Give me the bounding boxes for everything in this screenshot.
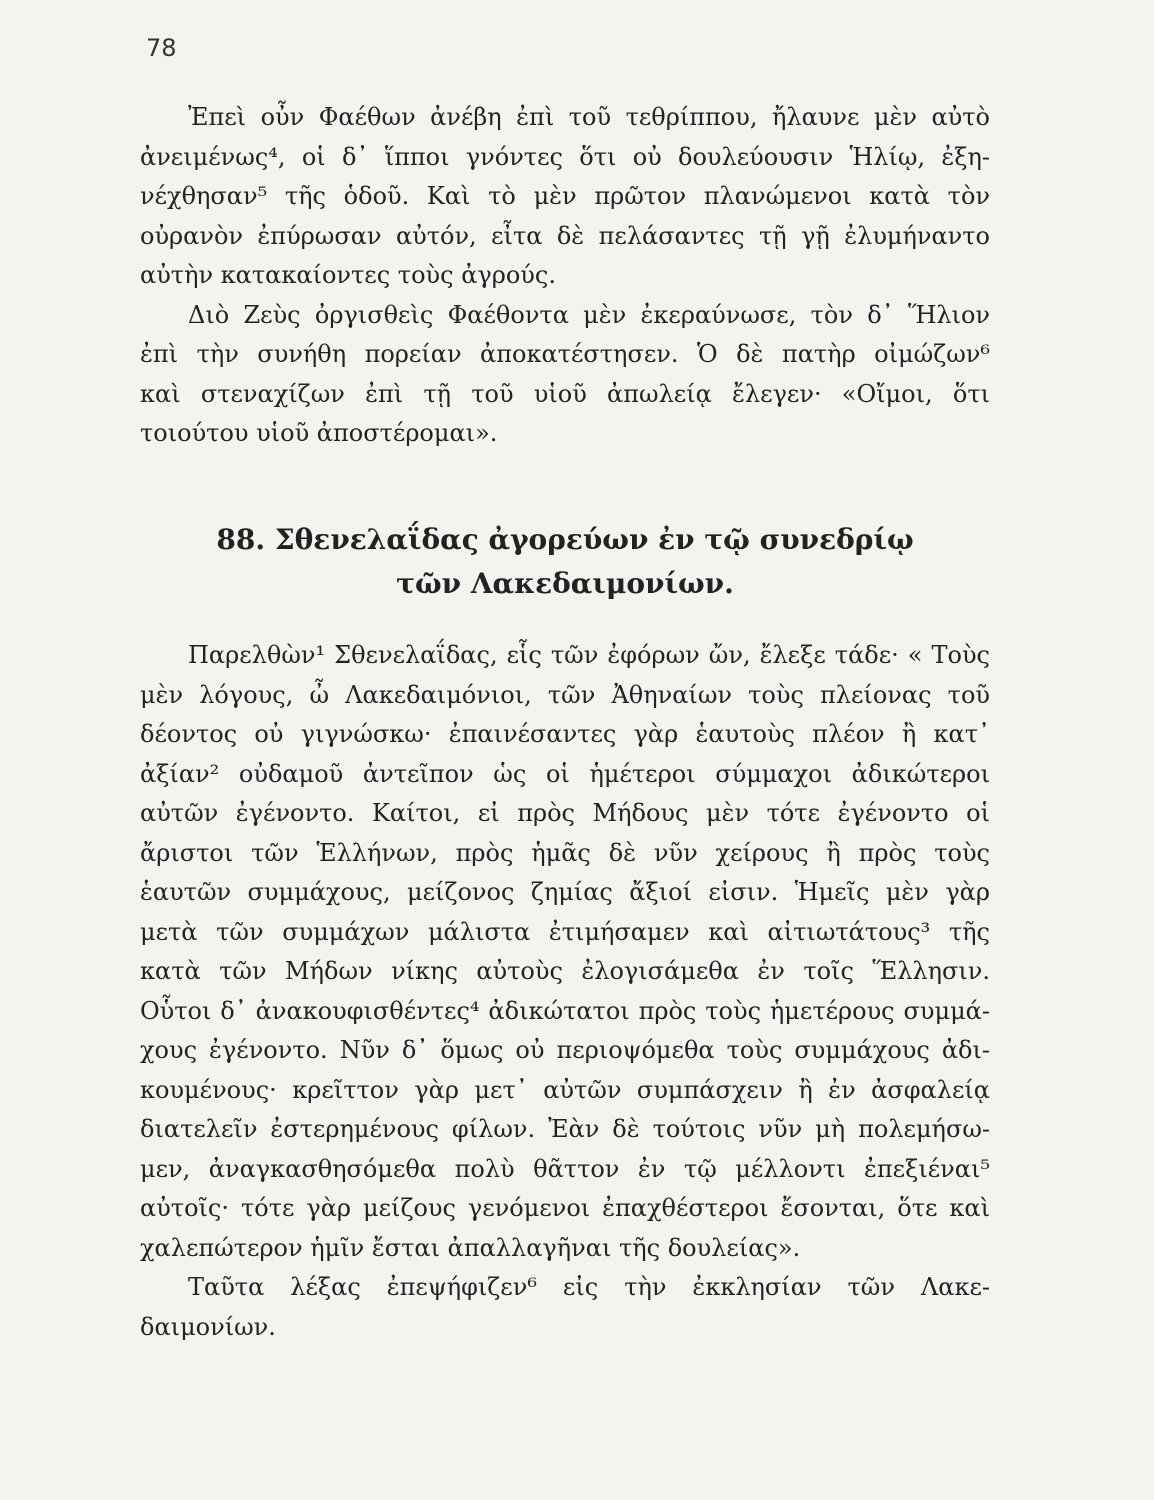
text-line: αὐτῶν ἐγένοντο. Καίτοι, εἰ πρὸς Μήδους μὲν τότε ἐγένοντο οἱ	[140, 799, 990, 827]
text-line: Ταῦτα λέξας ἐπεψήφιζεν⁶ εἰς τὴν ἐκκλησίαν τῶν Λακε-	[188, 1273, 990, 1301]
heading-line: τῶν Λακεδαιμονίων.	[396, 567, 734, 600]
text-line: Οὗτοι δ᾽ ἀνακουφισθέντες⁴ ἀδικώτατοι πρὸς τοὺς ἡμετέρους συμμά-	[140, 996, 990, 1025]
text-line: μετὰ τῶν συμμάχων μάλιστα ἐτιμήσαμεν καὶ αἰτιωτάτους³ τῆς	[140, 917, 990, 946]
text-line: οὐρανὸν ἐπύρωσαν αὐτόν, εἶτα δὲ πελάσαντες τῇ γῇ ἐλυμήναντο	[140, 221, 990, 250]
text-line: κουμένους· κρεῖττον γὰρ μετ᾽ αὐτῶν συμπάσχειν ἢ ἐν ἀσφαλείᾳ	[140, 1075, 990, 1104]
section-heading	[140, 518, 990, 606]
text-line: ἀνειμένως⁴, οἱ δ᾽ ἵπποι γνόντες ὅτι οὐ δουλεύουσιν Ἡλίῳ, ἐξη-	[140, 142, 990, 171]
text-line: μὲν λόγους, ὦ Λακεδαιμόνιοι, τῶν Ἀθηναίων τοὺς πλείονας τοῦ	[140, 680, 990, 709]
text-line: μεν, ἀναγκασθησόμεθα πολὺ θᾶττον ἐν τῷ μέλλοντι ἐπεξιέναι⁵	[140, 1154, 990, 1183]
text-line: κατὰ τῶν Μήδων νίκης αὐτοὺς ἐλογισάμεθα ἐν τοῖς Ἕλλησιν.	[140, 957, 990, 985]
text-line: ἄριστοι τῶν Ἑλλήνων, πρὸς ἡμᾶς δὲ νῦν χείρους ἢ πρὸς τοὺς	[140, 838, 990, 867]
paragraph	[140, 98, 990, 296]
text-line: Ἐπεὶ οὖν Φαέθων ἀνέβη ἐπὶ τοῦ τεθρίππου, ἤλαυνε μὲν αὐτὸ	[188, 103, 990, 131]
text-line: χαλεπώτερον ἡμῖν ἔσται ἀπαλλαγῆναι τῆς δουλείας».	[140, 1233, 801, 1262]
text-line: νέχθησαν⁵ τῆς ὁδοῦ. Καὶ τὸ μὲν πρῶτον πλανώμενοι κατὰ τὸν	[140, 182, 990, 210]
text-line: δέοντος οὐ γιγνώσκω· ἐπαινέσαντες γὰρ ἑαυτοὺς πλέον ἢ κατ᾽	[140, 720, 990, 748]
text-line: καὶ στεναχίζων ἐπὶ τῇ τοῦ υἱοῦ ἀπωλείᾳ ἔλεγεν· «Οἴμοι, ὅτι	[140, 379, 990, 408]
text-line: ἀξίαν² οὐδαμοῦ ἀντεῖπον ὡς οἱ ἡμέτεροι σύμμαχοι ἀδικώτεροι	[140, 759, 990, 788]
text-block-top	[140, 98, 990, 454]
text-block-bottom	[140, 636, 990, 1347]
text-line: αὐτοῖς· τότε γὰρ μείζους γενόμενοι ἐπαχθέστεροι ἔσονται, ὅτε καὶ	[140, 1194, 990, 1222]
heading-line: 88. Σθενελαΐδας ἀγορεύων ἐν τῷ συνεδρίῳ	[216, 523, 914, 556]
text-line: Διὸ Ζεὺς ὀργισθεὶς Φαέθοντα μὲν ἐκεραύνωσε, τὸν δ᾽ Ἥλιον	[188, 300, 990, 329]
text-line: διατελεῖν ἐστερημένους φίλων. Ἐὰν δὲ τούτοις νῦν μὴ πολεμήσω-	[140, 1115, 990, 1143]
text-line: ἑαυτῶν συμμάχους, μείζονος ζημίας ἄξιοί εἰσιν. Ἡμεῖς μὲν γὰρ	[140, 878, 990, 906]
text-line: Παρελθὼν¹ Σθενελαΐδας, εἷς τῶν ἐφόρων ὤν, ἔλεξε τάδε· « Τοὺς	[188, 641, 990, 669]
text-line: ἐπὶ τὴν συνήθη πορείαν ἀποκατέστησεν. Ὁ δὲ πατὴρ οἰμώζων⁶	[140, 340, 990, 368]
text-line: αὐτὴν κατακαίοντες τοὺς ἀγρούς.	[140, 261, 556, 289]
paragraph	[140, 296, 990, 454]
paragraph	[140, 636, 990, 1268]
text-line: χους ἐγένοντο. Νῦν δ᾽ ὅμως οὐ περιοψόμεθα τοὺς συμμάχους ἀδι-	[140, 1036, 990, 1064]
text-line: τοιούτου υἱοῦ ἀποστέρομαι».	[140, 419, 498, 447]
page-number: 78	[146, 34, 177, 62]
paragraph	[140, 1268, 990, 1347]
text-line: δαιμονίων.	[140, 1312, 276, 1341]
